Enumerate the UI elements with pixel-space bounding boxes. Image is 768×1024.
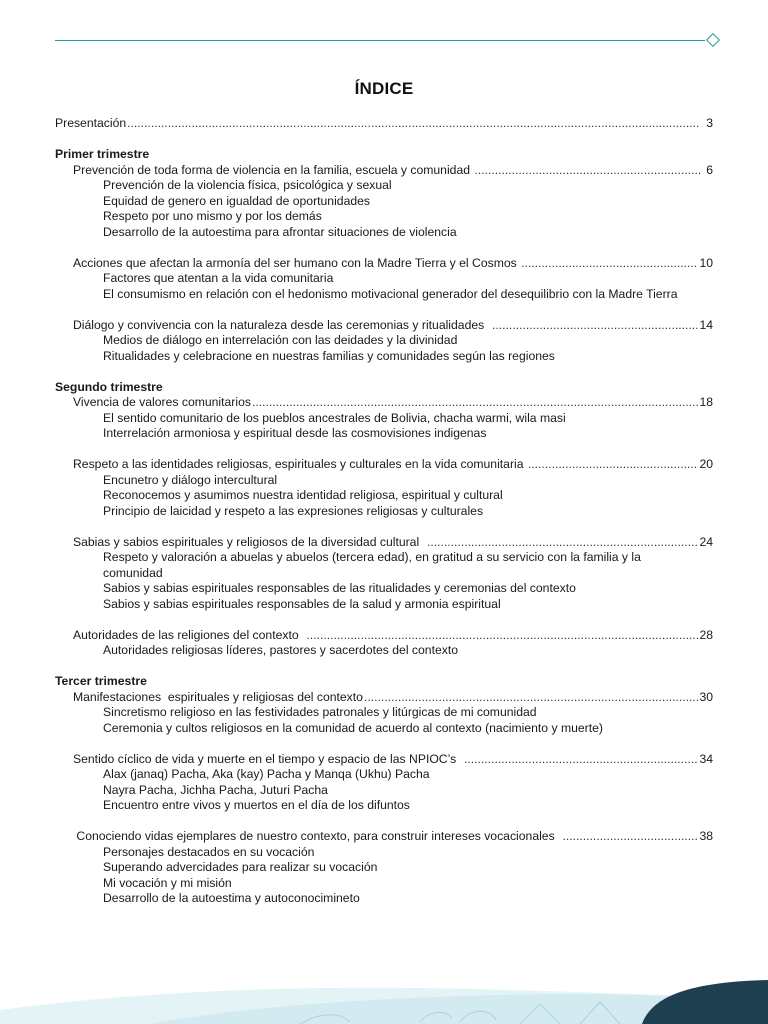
toc-page-number: 34 [699,751,713,766]
toc-subtopic: Encunetro y diálogo intercultural [103,472,278,487]
toc-subtopic: Desarrollo de la autoestima y autoconocimineto [103,891,360,905]
toc-subtopic: Respeto por uno mismo y por los demás [103,209,322,223]
toc-entry-label: Respeto a las identidades religiosas, espirituales y culturales en la vida comunitaria [73,457,527,471]
toc-entry-label: Sentido cíclico de vida y muerte en el tiempo y espacio de las NPIOC’s [73,751,463,766]
trimester-heading: Segundo trimestre [55,379,163,394]
toc-subtopic: Ritualidades y celebracione en nuestras familias y comunidades según las regiones [103,348,555,363]
toc-page-number: 30 [699,689,713,704]
toc-page-number: 38 [699,829,713,843]
footer-decorative-band [0,964,768,1024]
toc-subtopic: Mi vocación y mi misión [103,875,232,890]
toc-unit-entry[interactable] [55,163,713,179]
trimester-heading: Tercer trimestre [55,674,147,688]
toc-entry-label: Acciones que afectan la armonía del ser humano con la Madre Tierra y el Cosmos [73,255,521,270]
toc-unit-entry[interactable] [55,690,713,706]
toc-unit-entry[interactable] [55,318,713,334]
toc-subtopic: El sentido comunitario de los pueblos ancestrales de Bolivia, chacha warmi, wila masi [103,410,566,425]
dot-leader [306,628,698,644]
toc-unit-entry[interactable] [55,752,713,768]
toc-page-number: 14 [699,317,713,332]
toc-entry-label: Sabias y sabios espirituales y religiosos de la diversidad cultural [73,534,426,549]
toc-subtopic: Alax (janaq) Pacha, Aka (kay) Pacha y Manqa (Ukhu) Pacha [103,767,430,781]
toc-entry-label: Diálogo y convivencia con la naturaleza desde las ceremonias y ritualidades [73,317,491,332]
page-title: ÍNDICE [354,79,414,98]
toc-subtopic: Encuentro entre vivos y muertos en el día de los difuntos [103,798,410,812]
toc-unit-entry[interactable] [55,256,713,272]
dot-leader [492,318,698,334]
toc-subtopic: Sincretismo religioso en las festividades patronales y litúrgicas de mi comunidad [103,705,537,719]
dot-leader [427,535,698,551]
toc-entry-label: Presentación [55,116,127,130]
toc-subtopic: Factores que atentan a la vida comunitaria [103,271,334,285]
toc-unit-entry[interactable] [55,628,713,644]
toc-page-number: 3 [706,116,713,130]
toc-subtopic: Principio de laicidad y respeto a las expresiones religiosas y culturales [103,503,484,518]
table-of-contents [55,116,713,907]
dot-leader [528,457,699,473]
dot-leader [474,163,700,179]
toc-entry-label: Manifestaciones espirituales y religiosas del contexto [73,689,363,704]
dot-leader [252,395,698,411]
toc-unit-entry[interactable] [55,457,713,473]
toc-page-number: 20 [699,457,713,471]
toc-unit-entry[interactable] [55,829,713,845]
toc-entry-label: Vivencia de valores comunitarios [73,395,251,409]
dot-leader [127,116,700,132]
toc-page-number: 6 [706,162,713,177]
toc-subtopic: Interrelación armoniosa y espiritual desde las cosmovisiones indigenas [103,426,487,440]
toc-subtopic: Ceremonia y cultos religiosos en la comunidad de acuerdo al contexto (nacimiento y muerte) [103,720,603,735]
toc-page-number: 28 [699,627,713,642]
toc-subtopic: Personajes destacados en su vocación [103,844,315,859]
toc-subtopic: Equidad de genero en igualdad de oportunidades [103,193,370,208]
toc-page-number: 10 [699,255,713,270]
toc-entry-label: Prevención de toda forma de violencia en la familia, escuela y comunidad [73,162,474,177]
toc-subtopic: Nayra Pacha, Jichha Pacha, Juturi Pacha [103,782,328,797]
dot-leader [364,690,698,706]
toc-entry-label: Autoridades de las religiones del contexto [73,627,306,642]
toc-subtopic: Prevención de la violencia física, psicológica y sexual [103,178,392,192]
toc-subtopic: El consumismo en relación con el hedonismo motivacional generador del desequilibrio con la Madre Tierra [103,286,678,301]
toc-subtopic: Desarrollo de la autoestima para afrontar situaciones de violencia [103,224,457,239]
toc-subtopic: Autoridades religiosas líderes, pastores y sacerdotes del contexto [103,643,458,657]
dot-leader [464,752,698,768]
toc-subtopic: Sabios y sabias espirituales responsables de las ritualidades y ceremonias del contexto [103,581,576,595]
toc-unit-entry[interactable] [55,395,713,411]
toc-subtopic: Superando advercidades para realizar su vocación [103,860,378,874]
toc-entry-presentation[interactable] [55,116,713,132]
trimester-heading: Primer trimestre [55,147,150,161]
footer-dark-corner [642,980,768,1024]
toc-subtopic: Medios de diálogo en interrelación con las deidades y la divinidad [103,333,458,347]
toc-subtopic: Respeto y valoración a abuelas y abuelos (tercera edad), en gratitud a su servicio con la familia y la comunidad [103,550,641,580]
toc-page-number: 24 [699,534,713,549]
diamond-ornament-icon [706,33,720,47]
toc-subtopic: Reconocemos y asumimos nuestra identidad religiosa, espiritual y cultural [103,488,503,502]
toc-entry-label: Conociendo vidas ejemplares de nuestro contexto, para construir intereses vocacionales [73,829,562,843]
dot-leader [562,829,698,845]
toc-unit-entry[interactable] [55,535,713,551]
dot-leader [521,256,698,272]
header-rule [55,40,705,41]
toc-page-number: 18 [699,395,713,409]
toc-subtopic: Sabios y sabias espirituales responsables de la salud y armonia espiritual [103,596,501,611]
